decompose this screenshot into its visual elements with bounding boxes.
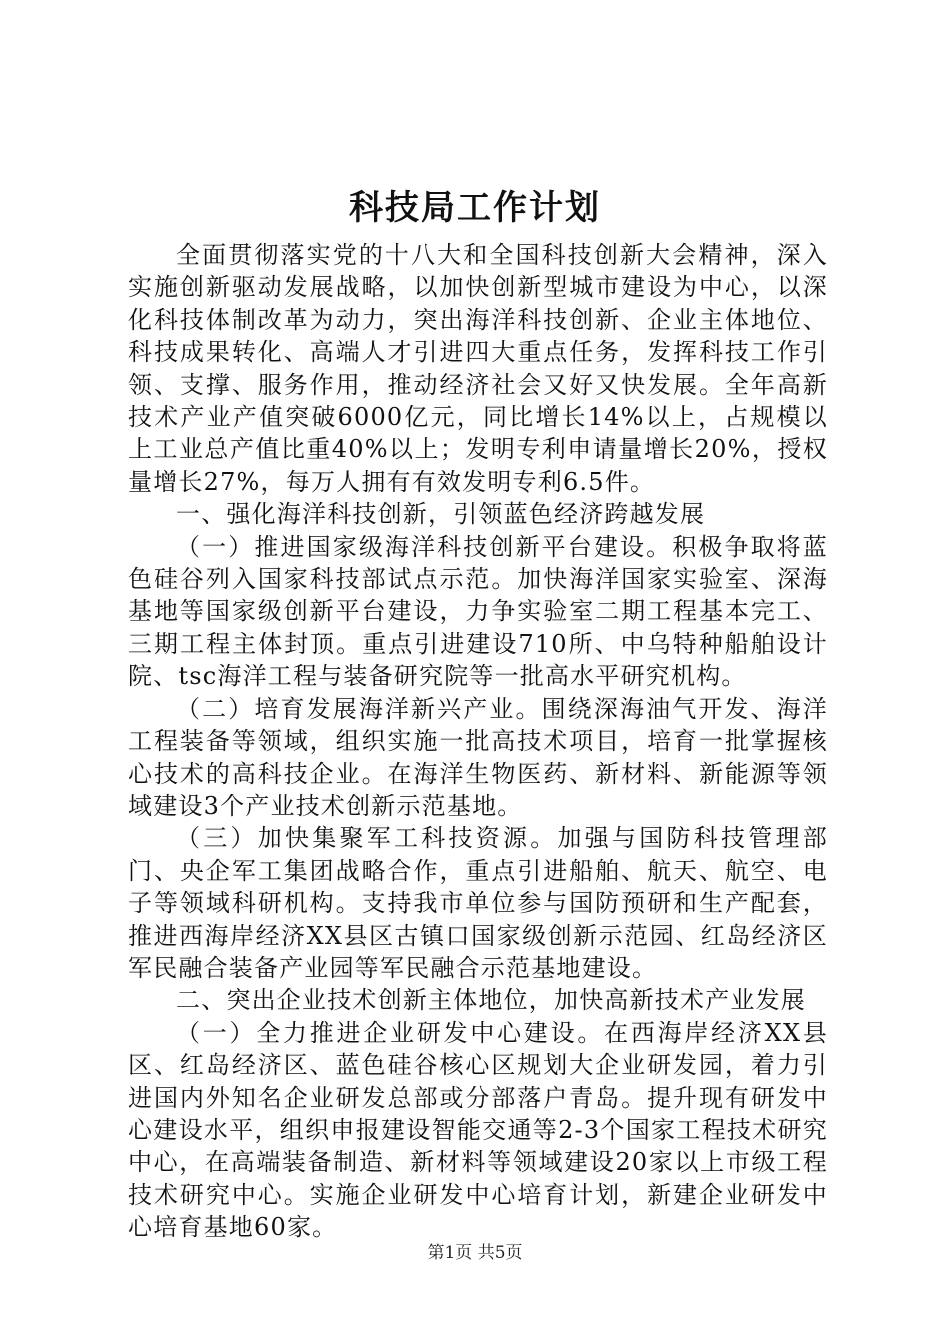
paragraph-1-1: （一）推进国家级海洋科技创新平台建设。积极争取将蓝色硅谷列入国家科技部试点示范。加快海洋国家实验室、深海基地等国家级创新平台建设，力争实验室二期工程基本完工、三期工程主体封顶。重点引进建设710所、中乌特种船舶设计院、tsc海洋工程与装备研究院等一批高水平研究机构。: [128, 532, 828, 691]
section-heading-1: 一、强化海洋科技创新，引领蓝色经济跨越发展: [176, 500, 706, 529]
paragraph-2-1: （一）全力推进企业研发中心建设。在西海岸经济XX县区、红岛经济区、蓝色硅谷核心区规划大企业研发园，着力引进国内外知名企业研发总部或分部落户青岛。提升现有研发中心建设水平，组织申报建设智能交通等2-3个国家工程技术研究中心，在高端装备制造、新材料等领域建设20家以上市级工程技术研究中心。实施企业研发中心培育计划，新建企业研发中心培育基地60家。: [128, 1018, 828, 1242]
document-body: [128, 239, 828, 1244]
page-number-footer: 第1页 共5页: [427, 1243, 523, 1263]
document-title: 科技局工作计划: [349, 188, 601, 228]
paragraph-1-3: （三）加快集聚军工科技资源。加强与国防科技管理部门、央企军工集团战略合作，重点引进船舶、航天、航空、电子等领域科研机构。支持我市单位参与国防预研和生产配套，推进西海岸经济XX县区古镇口国家级创新示范园、红岛经济区军民融合装备产业园等军民融合示范基地建设。: [128, 824, 828, 982]
paragraph-1-2: （二）培育发展海洋新兴产业。围绕深海油气开发、海洋工程装备等领域，组织实施一批高技术项目，培育一批掌握核心技术的高科技企业。在海洋生物医药、新材料、新能源等领域建设3个产业技术创新示范基地。: [128, 694, 828, 820]
intro-paragraph: 全面贯彻落实党的十八大和全国科技创新大会精神，深入实施创新驱动发展战略，以加快创新型城市建设为中心，以深化科技体制改革为动力，突出海洋科技创新、企业主体地位、科技成果转化、高端人才引进四大重点任务，发挥科技工作引领、支撑、服务作用，推动经济社会又好又快发展。全年高新技术产业产值突破6000亿元，同比增长14%以上，占规模以上工业总产值比重40%以上；发明专利申请量增长20%，授权量增长27%，每万人拥有有效发明专利6.5件。: [128, 241, 828, 496]
section-heading-2: 二、突出企业技术创新主体地位，加快高新技术产业发展: [176, 986, 806, 1015]
